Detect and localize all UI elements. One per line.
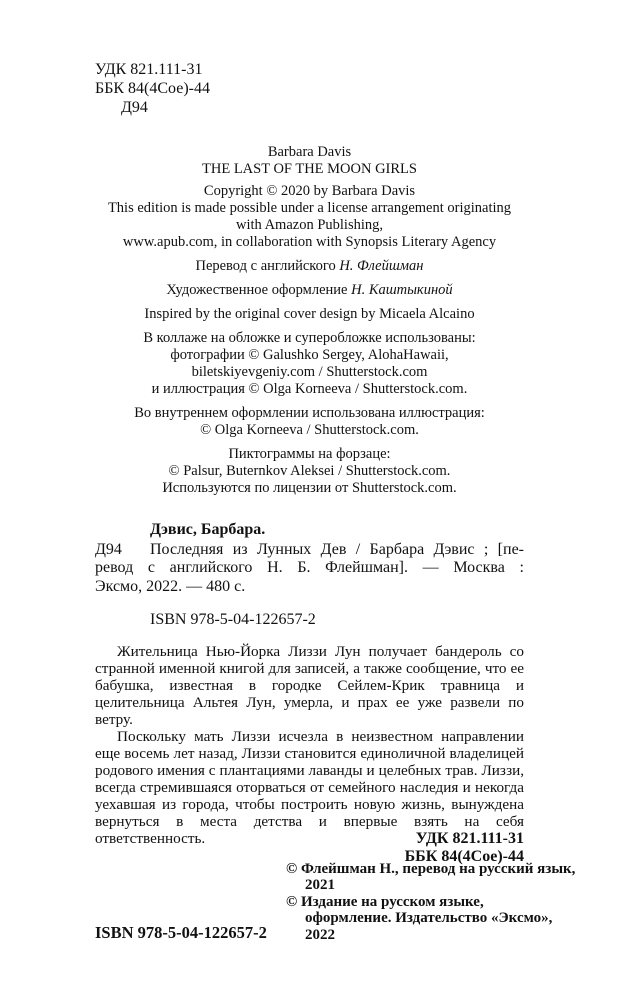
copyright-line: with Amazon Publishing,: [235, 217, 384, 233]
original-title-group: [0, 144, 619, 178]
interior-credit-line: Во внутреннем оформлении использована иллюстрация:: [134, 405, 485, 421]
copyright-notice-group: [0, 183, 619, 251]
copyright-line: Copyright © 2020 by Barbara Davis: [203, 183, 416, 199]
annotation-block: [95, 643, 524, 847]
original-title: THE LAST OF THE MOON GIRLS: [202, 161, 417, 177]
catalog-author: Дэвис, Барбара.: [150, 521, 266, 538]
pictogram-credit-line: Используются по лицензии от Shutterstock.com.: [162, 480, 457, 496]
designer-credit-prefix: Художественное оформление: [166, 282, 352, 298]
isbn-footer: ISBN 978-5-04-122657-2: [95, 923, 267, 942]
copyright-line: This edition is made possible under a license arrangement originating: [107, 200, 512, 216]
copyright-block: [286, 861, 583, 944]
imprint-block: [0, 144, 619, 497]
footer-row: [95, 861, 583, 944]
collage-credit-line: фотографии © Galushko Sergey, AlohaHawaii,: [170, 347, 449, 363]
author-sign-code-catalog: Д94: [95, 540, 122, 558]
copyright-entry-line: © Издание на русском языке,: [286, 893, 484, 910]
copyright-entry-line: © Флейшман Н., перевод на русский язык,: [286, 860, 576, 877]
pictogram-credit-group: [0, 446, 619, 497]
catalog-card: [95, 521, 524, 630]
interior-credit-line: © Olga Korneeva / Shutterstock.com.: [200, 422, 419, 438]
collage-credit-group: [0, 330, 619, 398]
designer-name: Н. Каштыкиной: [351, 282, 453, 298]
collage-credit-line: В коллаже на обложке и суперобложке использованы:: [143, 330, 476, 346]
translator-name: Н. Флейшман: [339, 258, 424, 274]
copyright-line: www.apub.com, in collaboration with Synopsis Literary Agency: [122, 234, 497, 250]
annotation-paragraph-2: Поскольку мать Лиззи исчезла в неизвестном направлении еще восемь лет назад, Лиззи становится единоличной владелицей родового имения с плантациями лаванды и целебных трав. Лиззи, всегда стремившаяся оторваться от семейного наследия и некогда уехавшая из города, чтобы построить новую жизнь, вынуждена вернуться в места детства и впервые взять на себя ответственность.: [95, 727, 524, 847]
author-sign-code-top: Д94: [121, 99, 148, 116]
catalog-entry-line: ревод с английского Н. Б. Флейшман]. — Москва :: [95, 559, 524, 576]
copyright-entry-line: 2021: [305, 877, 335, 893]
original-author: Barbara Davis: [267, 144, 352, 160]
udk-code-bottom: УДК 821.111-31: [415, 829, 524, 847]
designer-credit: [0, 282, 619, 299]
top-codes-block: [95, 60, 619, 117]
collage-credit-line: и иллюстрация © Olga Korneeva / Shutterstock.com.: [151, 381, 468, 397]
pictogram-credit-line: © Palsur, Buternkov Aleksei / Shutterstock.com.: [168, 463, 451, 479]
udk-code-top: УДК 821.111-31: [95, 61, 203, 78]
copyright-entry-translation: [286, 861, 583, 894]
cover-design-credit: Inspired by the original cover design by Micaela Alcaino: [144, 306, 475, 322]
collage-credit-line: biletskiyevgeniy.com / Shutterstock.com: [191, 364, 428, 380]
isbn-catalog: ISBN 978-5-04-122657-2: [150, 611, 316, 628]
pictogram-credit-line: Пиктограммы на форзаце:: [228, 446, 391, 462]
copyright-entry-line: оформление. Издательство «Эксмо», 2022: [305, 910, 553, 943]
annotation-paragraph-1: Жительница Нью-Йорка Лиззи Лун получает бандероль со странной именной книгой для записей, а также сообщение, что ее бабушка, известная в городке Сейлем-Крик травница и целительница Альтея Лун, умерла, и прах ее уже развели по ветру.: [95, 642, 524, 728]
bbk-code-bottom: ББК 84(4Сое)-44: [404, 847, 524, 865]
interior-credit-group: [0, 405, 619, 439]
catalog-entry-line: Эксмо, 2022. — 480 с.: [95, 577, 246, 595]
copyright-entry-edition: [286, 894, 583, 944]
bbk-code-top: ББК 84(4Сое)-44: [95, 80, 210, 97]
catalog-entry-line: Последняя из Лунных Дев / Барбара Дэвис ; [пе-: [150, 540, 524, 558]
translator-credit: [0, 258, 619, 275]
catalog-entry: [95, 541, 524, 597]
translator-credit-prefix: Перевод с английского: [195, 258, 340, 274]
